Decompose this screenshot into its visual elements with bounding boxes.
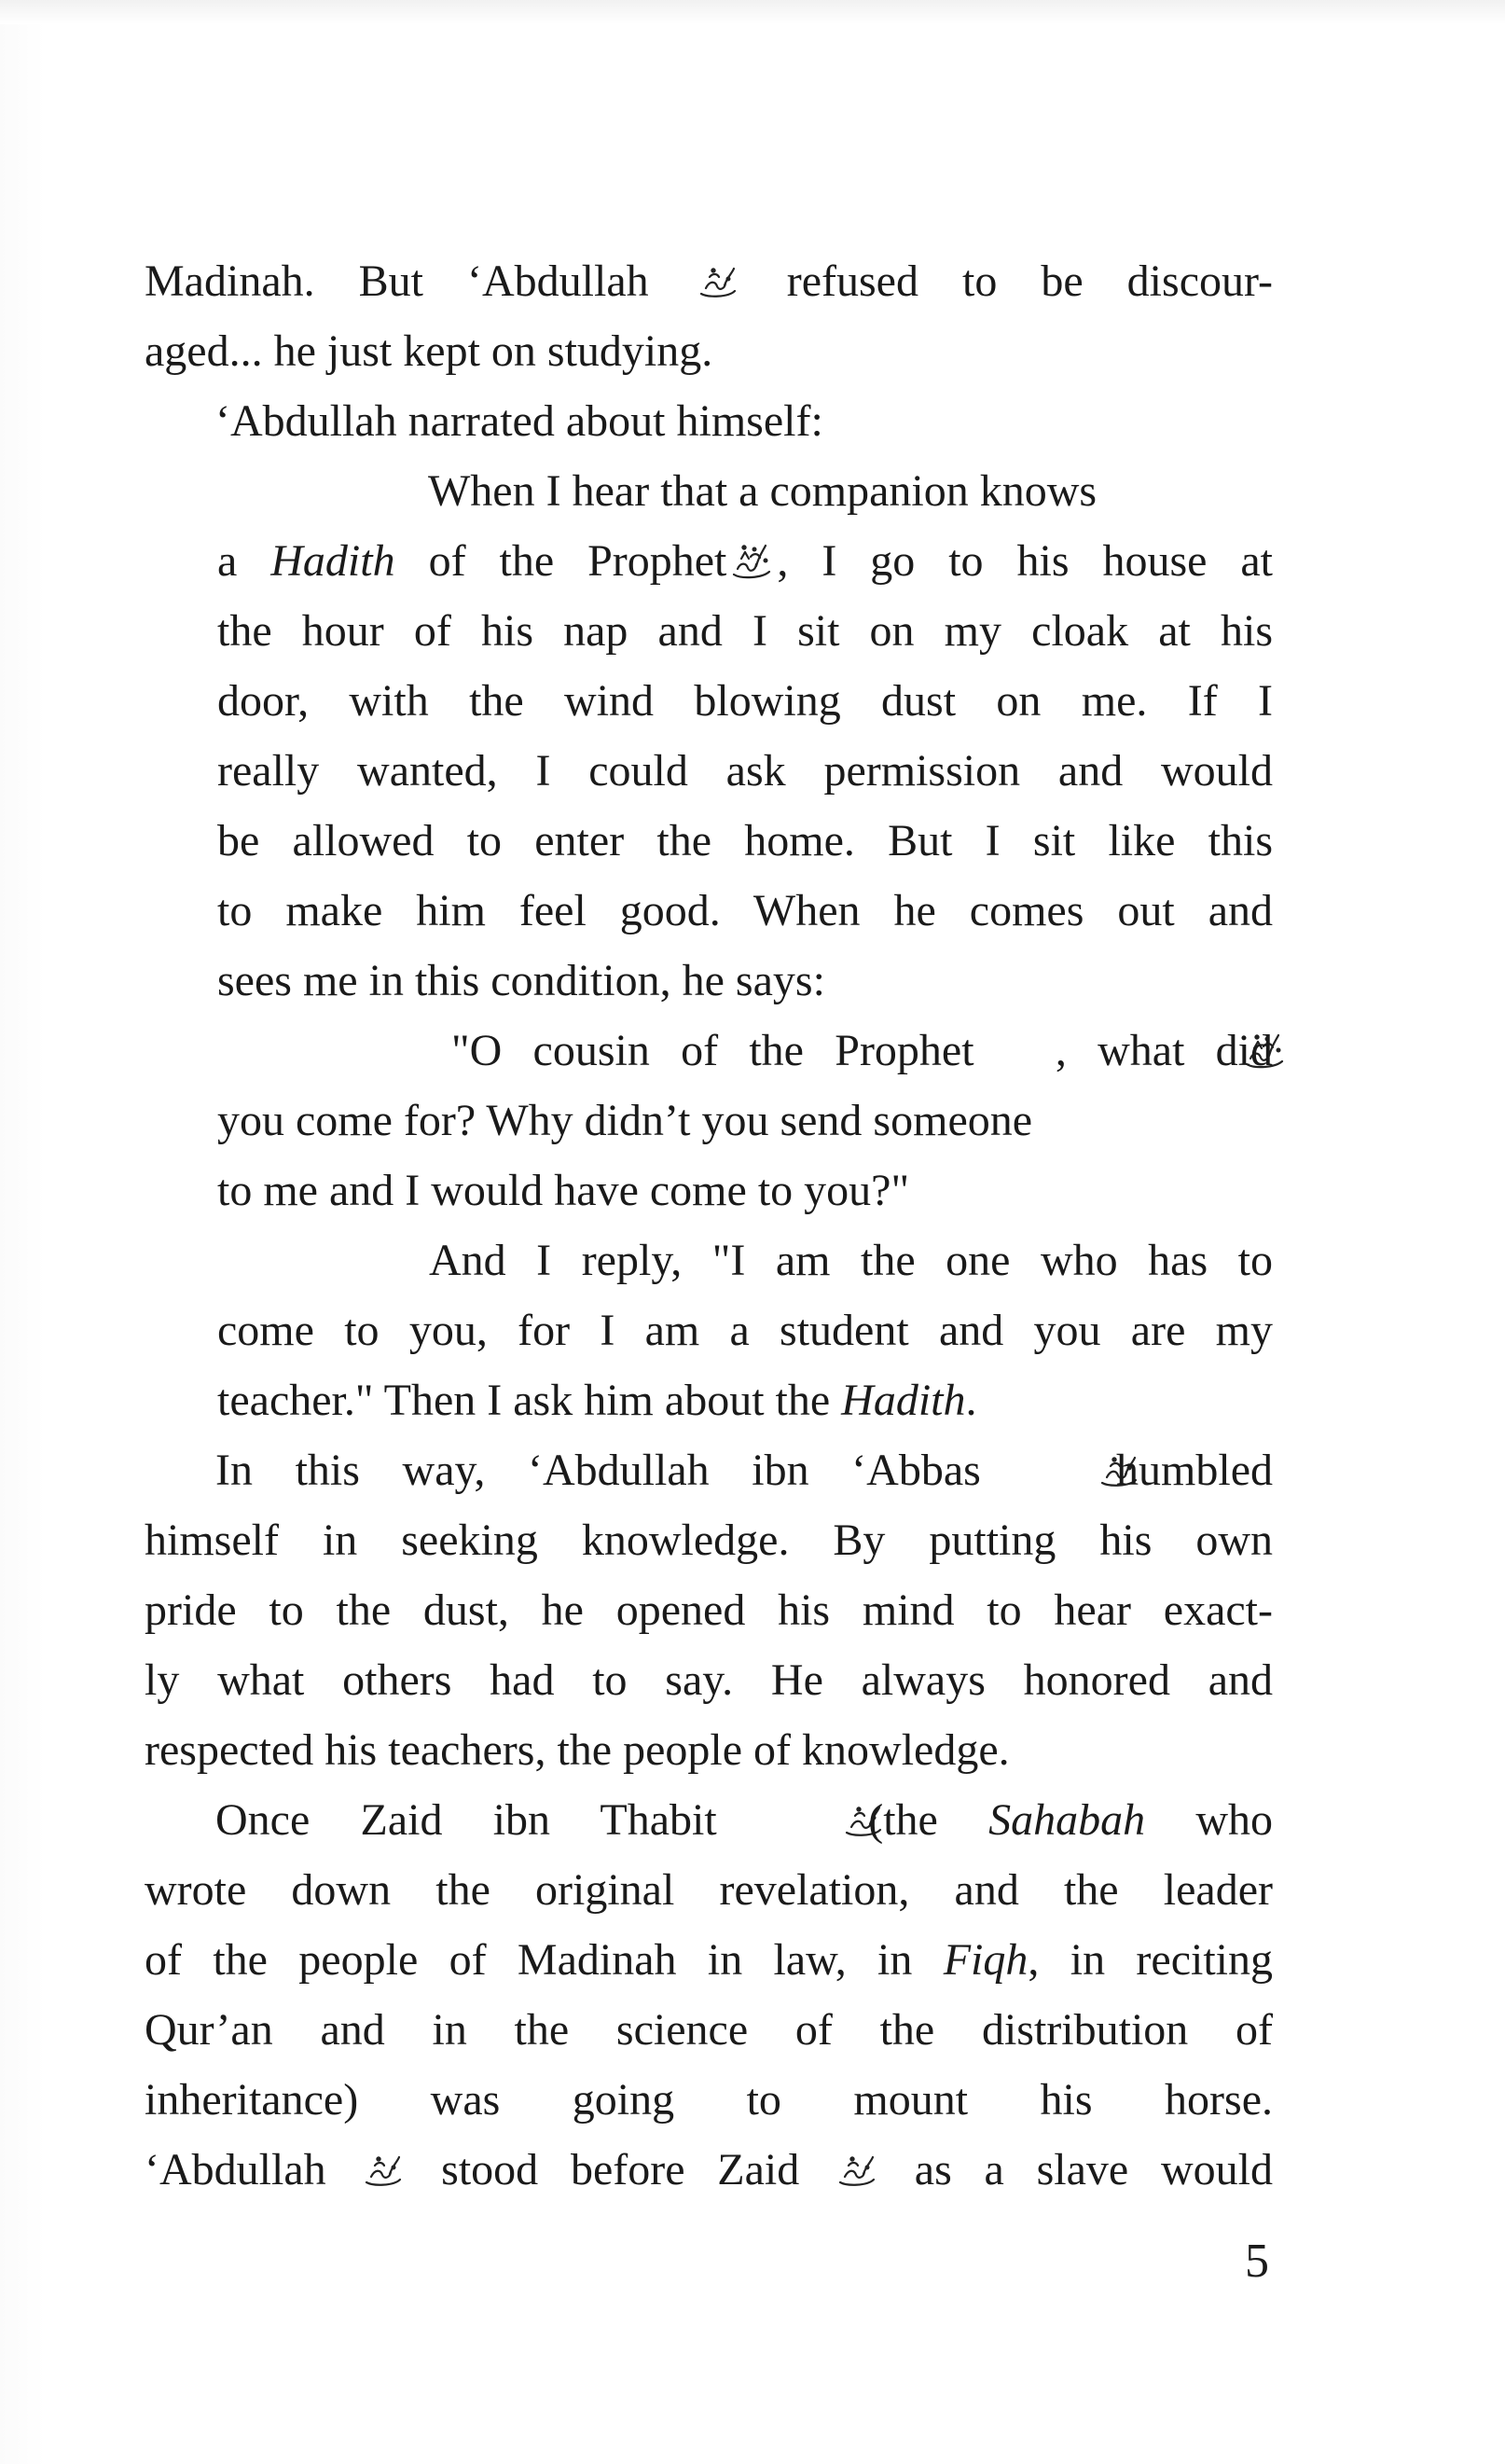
text-line: to me and I would have come to you?" (217, 1166, 910, 1215)
page-number: 5 (1245, 2235, 1269, 2288)
text-line: pride to the dust, he opened his mind to hear exact- (145, 1585, 1273, 1635)
text-line: himself in seeking knowledge. By putting his own (145, 1516, 1273, 1565)
page-top-edge (0, 0, 1505, 24)
radiallahu-anhu-calligraphy-icon (1027, 1443, 1070, 1486)
text-line: a Hadith of the Prophet , I go to his house at (217, 526, 1273, 596)
text-line: inheritance) was going to mount his horse. (145, 2075, 1273, 2125)
text-line: teacher." Then I ask him about the Hadith. (217, 1376, 977, 1425)
text-line: ‘Abdullah stood before Zaid as a slave would (145, 2135, 1273, 2205)
text-line: respected his teachers, the people of knowledge. (145, 1725, 1010, 1775)
text-line: Qur’an and in the science of the distribution of (145, 2005, 1273, 2055)
text-line: come to you, for I am a student and you are my (217, 1306, 1273, 1355)
text-line: you come for? Why didn’t you send someone (217, 1096, 1033, 1145)
text-line: When I hear that a companion knows (428, 466, 1098, 516)
text-line: ly what others had to say. He always honored and (145, 1655, 1273, 1705)
text-line: wrote down the original revelation, and the leader (145, 1865, 1273, 1915)
text-line: In this way, ‘Abdullah ibn ‘Abbas humbled (145, 1435, 1273, 1505)
text-line: "O cousin of the Prophet , what did (217, 1016, 1273, 1086)
text-line: sees me in this condition, he says: (217, 956, 825, 1005)
text-line: aged... he just kept on studying. (145, 326, 713, 376)
text-line: really wanted, I could ask permission and would (217, 746, 1273, 796)
body-text (145, 246, 1273, 2205)
text-line: Madinah. But ‘Abdullah refused to be discour- (145, 246, 1273, 316)
radiallahu-anhu-calligraphy-icon (697, 254, 739, 297)
text-line: the hour of his nap and I sit on my cloak at his (217, 606, 1273, 656)
radiallahu-anhu-calligraphy-icon (835, 2142, 878, 2185)
quotation-block (145, 456, 1273, 1435)
text-line: And I reply, "I am the one who has to (429, 1236, 1273, 1285)
text-line: door, with the wind blowing dust on me. If I (217, 676, 1273, 726)
text-line: be allowed to enter the home. But I sit like this (217, 816, 1273, 865)
salallahu-alayhi-wasallam-calligraphy-icon (1009, 1023, 1052, 1066)
text-line: ‘Abdullah narrated about himself: (215, 396, 823, 446)
radiallahu-anhu-calligraphy-icon (362, 2142, 405, 2185)
text-line: of the people of Madinah in law, in Fiqh, in reciting (145, 1935, 1273, 1985)
radiallahu-anhu-calligraphy-icon (771, 1793, 814, 1835)
text-line: Once Zaid ibn Thabit (the Sahabah who (145, 1785, 1273, 1855)
salallahu-alayhi-wasallam-calligraphy-icon (730, 533, 773, 576)
text-line: to make him feel good. When he comes out and (217, 886, 1273, 935)
